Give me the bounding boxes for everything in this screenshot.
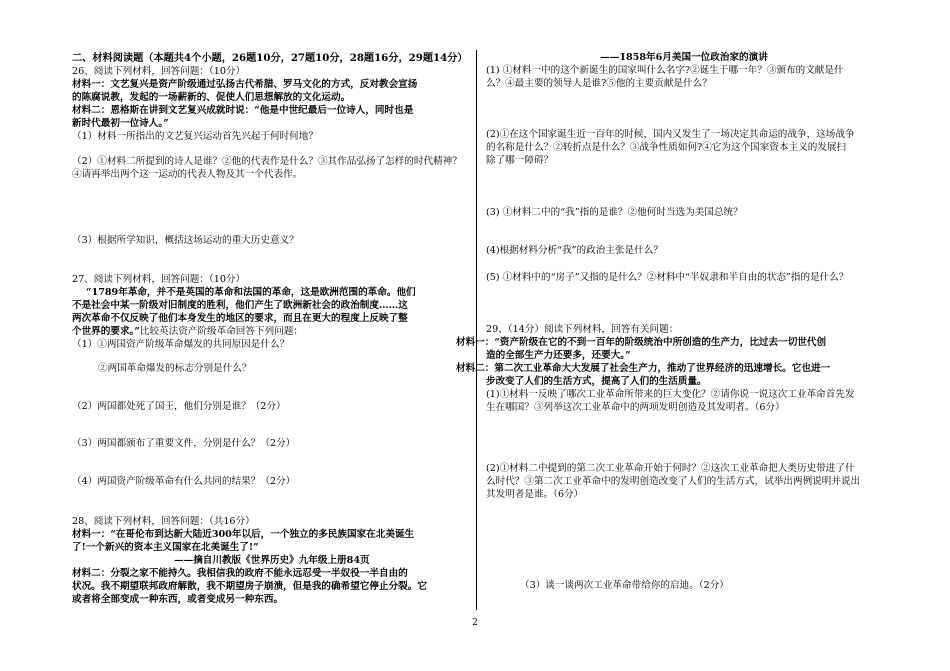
q26-question1: （1）材料一所指出的文艺复兴运动首先兴起于何时何地？ [72, 131, 318, 142]
q29-question2-line3: 其发明者是谁。（6分） [486, 489, 584, 500]
q29-stem: 29、（14分）阅读下列材料，回答有关问题： [486, 324, 679, 335]
q28-question3: (3) ①材料二中的“我”指的是谁？②他何时当选为美国总统？ [486, 207, 743, 218]
q28-stem: 28、阅读下列材料，回答问题：（共16分） [72, 516, 255, 527]
q29-question1-line1: (1)①材料一反映了哪次工业革命所带来的巨大变化？②请你说一说这次工业革命首先发 [486, 389, 855, 400]
q29-question2-line1: (2)①材料二中提到的第二次工业革命开始于何时？②这次工业革命把人类历史带进了什 [486, 463, 855, 474]
q26-material2-line1: 材料二：恩格斯在讲到文艺复兴成就时说：“他是中世纪最后一位诗人，同时也是 [72, 105, 414, 116]
q29-question2-line2: 么时代？③第二次工业革命中的发明创造改变了人们的生活方式，试举出两例说明并说出 [486, 476, 861, 487]
q29-material2-line1: 材料二：第二次工业革命大大发展了社会生产力，推动了世界经济的迅速增长。它也进一 [456, 363, 831, 374]
q26-stem: 26、阅读下列材料，回答问题：（10分） [72, 66, 246, 77]
q28-material1-line2: 了!一个新兴的资本主义国家在北美诞生了!” [72, 542, 259, 553]
q26-material1-line2: 的陈腐说教，发起的一场薪新的、促使人们思想解放的文化运动。 [72, 92, 351, 103]
q28-material2-line3: 或者将全部变成一种东西，或者变成另一种东西。 [72, 594, 284, 605]
q28-question4: (4)根据材料分析“我”的政治主张是什么？ [486, 245, 663, 256]
q27-question2: （2）两国都处死了国王，他们分别是谁？（2分） [72, 401, 286, 412]
page-number: 2 [472, 618, 478, 628]
q27-material-line2: 不是社会中某一阶级对旧制度的胜利，他们产生了欧洲新社会的政治制度……这 [72, 300, 408, 311]
q28-question2-line2: 的名称是什么？②转折点是什么？③战争性质如何?④它为这个国家资本主义的发展扫 [486, 142, 847, 153]
q28-question1-line1: (1) ①材料一中的这个新诞生的国家叫什么名字?②诞生于哪一年？③颁布的文献是什 [486, 65, 844, 76]
q27-material-line3: 两次革命不仅反映了他们本身发生的地区的要求，而且在更大的程度上反映了整 [72, 313, 408, 324]
q29-material1-line2: 造的全部生产力还要多，还要大。” [486, 350, 631, 361]
q28-material1-source: ——摘自川教版《世界历史》九年级上册84页 [174, 555, 370, 566]
q29-material1-line1: 材料一：“资产阶级在它的不到一百年的阶级统治中所创造的生产力，比过去一切世代创 [456, 337, 827, 348]
q26-material1-line1: 材料一：文艺复兴是资产阶级通过弘扬古代希腊、罗马文化的方式，反对教会宣扬 [72, 79, 418, 90]
q26-material2-line2: 新时代最初一位诗人。” [72, 118, 169, 129]
q29-question3: （3）谈一谈两次工业革命带给你的启迪。（2分） [520, 580, 729, 591]
q27-question4: （4）两国资产阶级革命有什么共同的结果？（2分） [72, 476, 296, 487]
q27-material-line1: “1789年革命，并不是英国的革命和法国的革命，这是欧洲范围的革命。他们 [86, 287, 416, 298]
q28-question1-line2: 么？④最主要的领导人是谁?⑤他的主要贡献是什么？ [486, 78, 712, 89]
q29-material2-line2: 步改变了人们的生活方式，提高了人们的生活质量。 [486, 376, 707, 387]
q27-question1a: （1）①两国资产阶级革命爆发的共同原因是什么？ [72, 339, 290, 350]
q28-question2-line1: (2)①在这个国家诞生近一百年的时候，国内又发生了一场决定其命运的战争，这场战争 [486, 129, 855, 140]
q28-question5: (5) ①材料中的“房子”又指的是什么？②材料中“半奴隶和半自由的状态”指的是什么？ [486, 272, 849, 283]
q28-material1-line1: 材料一：“在哥伦布到达新大陆近300年以后，一个独立的多民族国家在北美诞生 [72, 529, 415, 540]
q27-material-line4 [72, 326, 303, 338]
q29-question1-line2: 生在哪国？③列举这次工业革命中的两项发明创造及其发明者。（6分） [486, 402, 785, 413]
q27-instruction: 比较英法资产阶级革命回答下列问题： [139, 326, 303, 337]
q28-material2-line2: 状况。我不期望联邦政府解散，我不期望房子崩溃，但是我的确希望它停止分裂。它 [72, 581, 427, 592]
q28-question2-line3: 除了哪一障碍？ [486, 155, 554, 166]
q28-material2-line1: 材料二：分裂之家不能持久。我相信我的政府不能永远忍受一半奴役一半自由的 [72, 568, 408, 579]
q26-question2-line2: ④请再举出两个这一运动的代表人物及其一个代表作。 [72, 169, 303, 180]
q27-stem: 27、阅读下列材料，回答问题：（10分） [72, 274, 246, 285]
q26-question2-line1: （2）①材料二所提到的诗人是谁？②他的代表作是什么？③其作品弘扬了怎样的时代精神？ [72, 156, 462, 167]
column-divider [476, 50, 477, 610]
q27-material-end: 个世界的要求。” [72, 326, 140, 337]
section-title: 二、材料阅读题（本题共4个小题，26题10分，27题10分，28题16分，29题14分） [72, 52, 468, 64]
q27-question3: （3）两国都颁布了重要文件，分别是什么？（2分） [72, 438, 296, 449]
q26-question3: （3）根据所学知识，概括这场运动的重大历史意义？ [72, 235, 299, 246]
q27-question1b: ②两国革命爆发的标志分别是什么？ [98, 363, 252, 374]
q28-material2-source: ——1858年6月美国一位政治家的演讲 [600, 52, 768, 63]
